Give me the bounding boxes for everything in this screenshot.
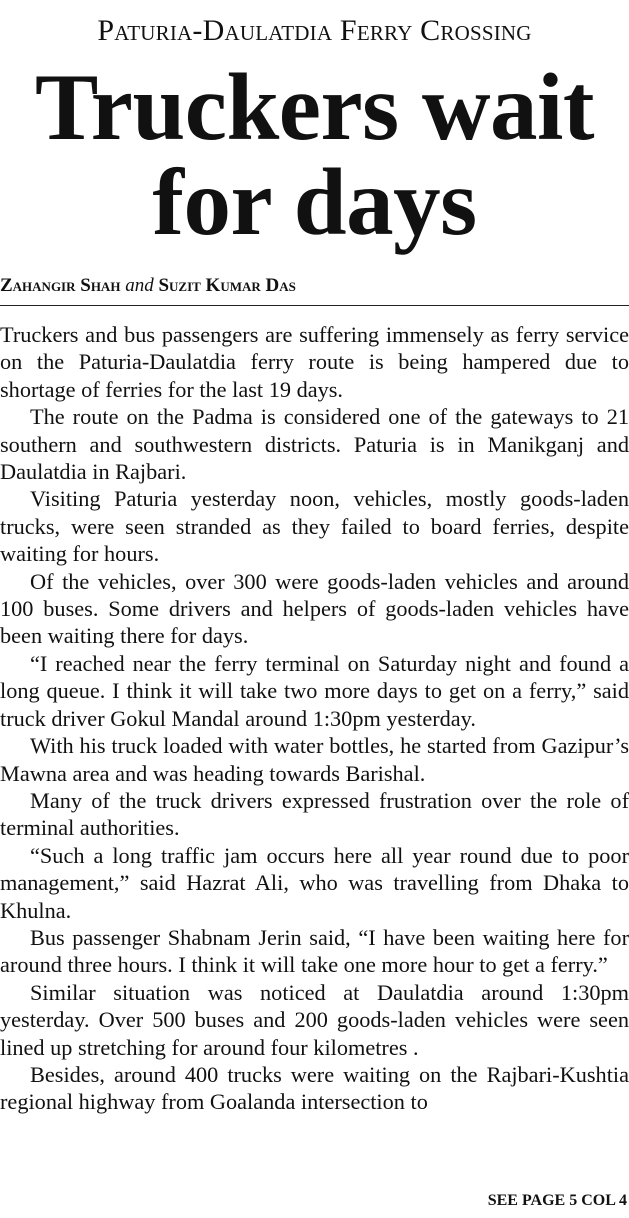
headline [0, 54, 629, 255]
paragraph: Bus passenger Shabnam Jerin said, “I have been waiting here for around three hours. I think it will take one more hour to get a ferry.” [0, 924, 629, 978]
paragraph: “Such a long traffic jam occurs here all year round due to poor management,” said Hazrat Ali, who was travelling from Dhaka to Khulna. [0, 842, 629, 923]
paragraph: Truckers and bus passengers are suffering immensely as ferry service on the Paturia-Daulatdia ferry route is being hampered due to shortage of ferries for the last 19 days. [0, 322, 629, 402]
paragraph: Many of the truck drivers expressed frustration over the role of terminal authorities. [0, 787, 629, 841]
byline-divider [0, 305, 629, 306]
continuation-reference[interactable]: SEE PAGE 5 COL 4 [487, 1192, 627, 1209]
paragraph: The route on the Padma is considered one of the gateways to 21 southern and southwestern districts. Paturia is in Manikganj and Daulatdia in Rajbari. [0, 404, 629, 485]
paragraph: Similar situation was noticed at Daulatdia around 1:30pm yesterday. Over 500 buses and 200 goods-laden vehicles were seen lined up stretching for around four kilometres . [0, 979, 629, 1060]
headline-line-2: for days [152, 149, 477, 255]
article-body [0, 321, 629, 1116]
byline-conjunction: and [125, 275, 154, 296]
paragraph: Besides, around 400 trucks were waiting on the Rajbari-Kushtia regional highway from Goalanda intersection to [0, 1061, 629, 1115]
author-2: Suzit Kumar Das [158, 275, 296, 296]
byline [0, 274, 629, 298]
paragraph: Visiting Paturia yesterday noon, vehicles, mostly goods-laden trucks, were seen stranded as they failed to board ferries, despite waiting for hours. [0, 486, 629, 567]
paragraph: “I reached near the ferry terminal on Saturday night and found a long queue. I think it will take two more days to get on a ferry,” said truck driver Gokul Mandal around 1:30pm yesterday. [0, 650, 629, 731]
paragraph: With his truck loaded with water bottles, he started from Gazipur’s Mawna area and was heading towards Barishal. [0, 733, 629, 786]
kicker: Paturia-Daulatdia Ferry Crossing [97, 14, 532, 47]
author-1: Zahangir Shah [0, 275, 121, 296]
headline-line-1: Truckers wait [34, 54, 594, 160]
paragraph: Of the vehicles, over 300 were goods-laden vehicles and around 100 buses. Some drivers and helpers of goods-laden vehicles have been waiting there for days. [0, 568, 629, 649]
